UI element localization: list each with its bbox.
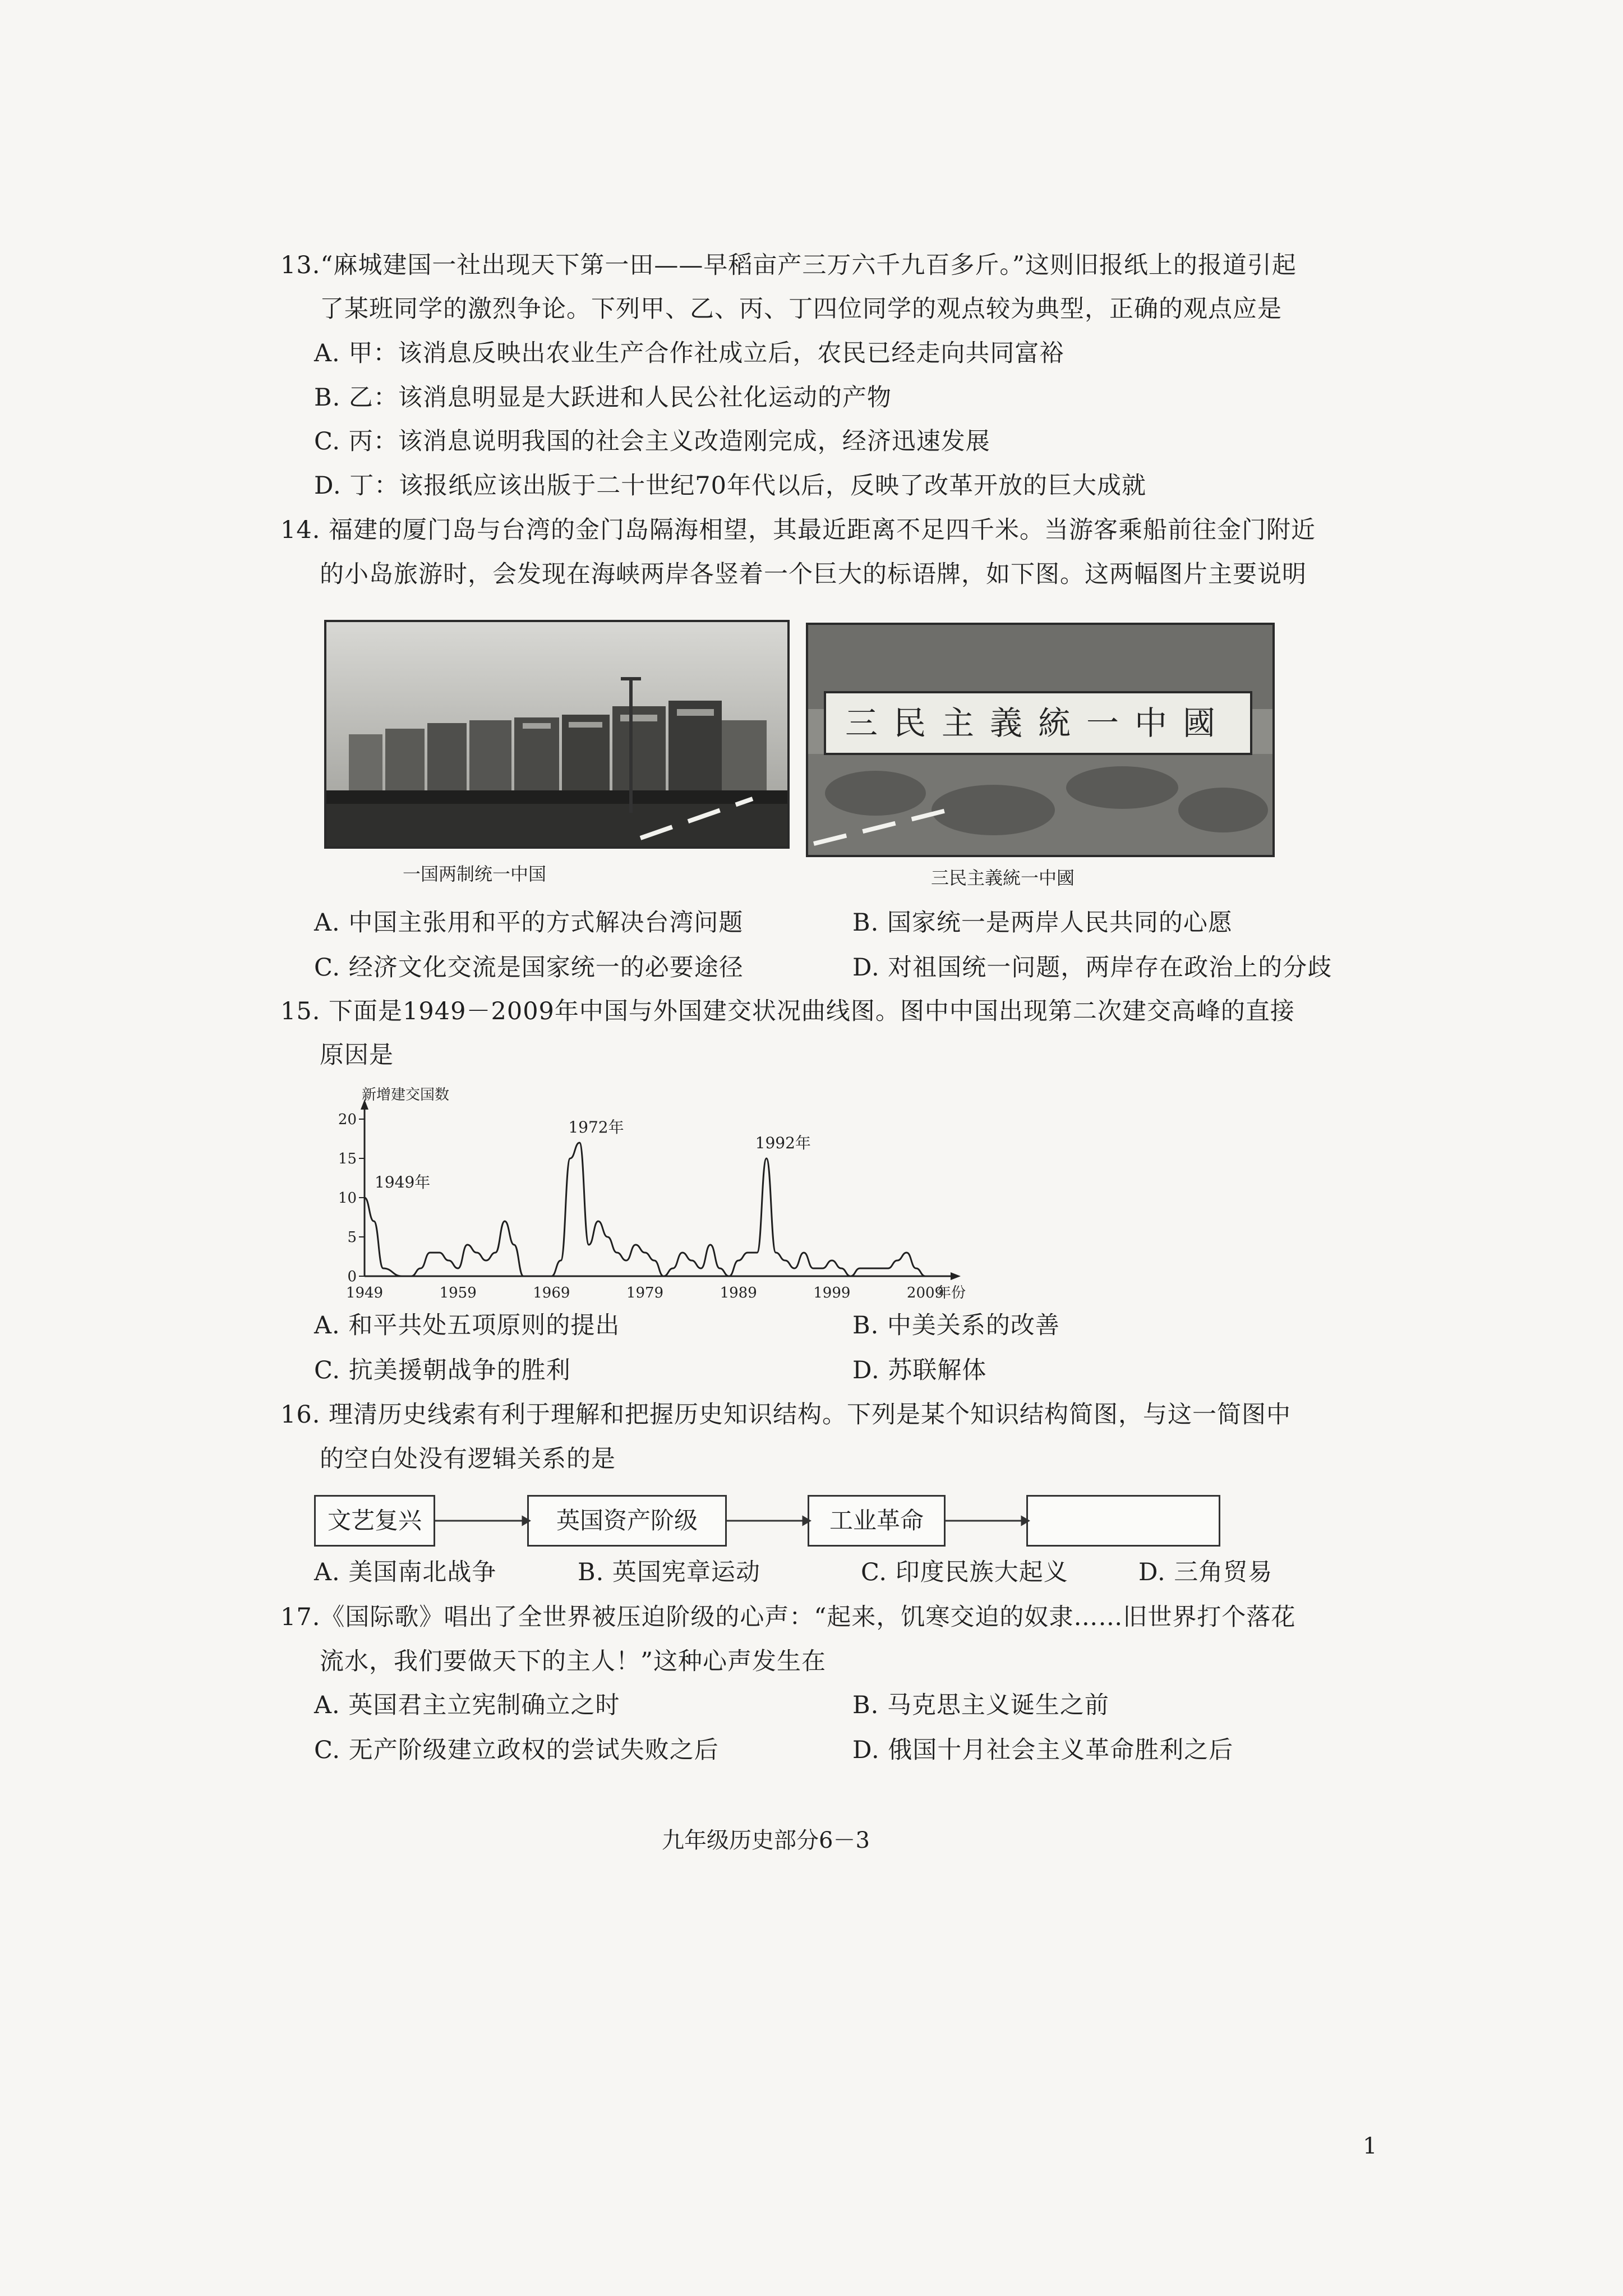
q17-option-a: A. 英国君主立宪制确立之时 xyxy=(314,1691,620,1719)
photo-xiamen-billboard xyxy=(324,620,790,849)
q17-stem-line1: 17.《国际歌》唱出了全世界被压迫阶级的心声：“起来，饥寒交迫的奴隶……旧世界打个落花 xyxy=(280,1603,1296,1631)
y-tick-label: 20 xyxy=(338,1111,357,1128)
x-tick-label: 1999 xyxy=(813,1285,851,1301)
x-axis-arrow xyxy=(951,1272,961,1280)
q17-option-b: B. 马克思主义诞生之前 xyxy=(852,1691,1109,1719)
photo-kinmen-image xyxy=(808,625,1272,855)
chart-svg xyxy=(331,1083,1032,1307)
q14-stem-line1: 14. 福建的厦门岛与台湾的金门岛隔海相望，其最近距离不足四千米。当游客乘船前往金门附近 xyxy=(280,516,1316,544)
x-tick-label: 1949 xyxy=(345,1285,384,1301)
diplomatic-relations-chart xyxy=(331,1083,1032,1307)
q17-option-c: C. 无产阶级建立政权的尝试失败之后 xyxy=(314,1736,719,1764)
x-axis-label: 年份 xyxy=(937,1285,966,1301)
sign-slogan: 三民主義統一中國 xyxy=(845,704,1232,742)
q13-option-d: D. 丁：该报纸应该出版于二十世纪70年代以后，反映了改革开放的巨大成就 xyxy=(314,472,1146,500)
q16-option-c: C. 印度民族大起义 xyxy=(861,1558,1068,1586)
q16-option-d: D. 三角贸易 xyxy=(1138,1558,1273,1586)
x-tick-label: 1959 xyxy=(439,1285,477,1301)
q16-option-b: B. 英国宪章运动 xyxy=(578,1558,760,1586)
x-tick-label: 1989 xyxy=(720,1285,757,1301)
q14-option-d: D. 对祖国统一问题，两岸存在政治上的分歧 xyxy=(852,954,1332,982)
peak-annotation: 1992年 xyxy=(755,1134,811,1152)
q14-option-c: C. 经济文化交流是国家统一的必要途径 xyxy=(314,954,744,982)
flow-arrows xyxy=(314,1495,1228,1548)
peak-annotation: 1972年 xyxy=(568,1118,624,1137)
caption-left: 一国两制统一中国 xyxy=(403,863,547,885)
y-axis-label: 新增建交国数 xyxy=(362,1087,450,1103)
q15-option-c: C. 抗美援朝战争的胜利 xyxy=(314,1356,571,1384)
flow-box-english-bourgeois: 英国资产阶级 xyxy=(527,1495,727,1547)
q15-option-a: A. 和平共处五项原则的提出 xyxy=(314,1312,620,1340)
series-line xyxy=(365,1143,925,1276)
knowledge-flow-diagram xyxy=(314,1495,1228,1548)
q15-stem-line2: 原因是 xyxy=(320,1041,394,1069)
q17-stem-line2: 流水，我们要做天下的主人！”这种心声发生在 xyxy=(320,1648,826,1676)
q17-option-d: D. 俄国十月社会主义革命胜利之后 xyxy=(852,1736,1234,1764)
flow-box-industrial-revolution: 工业革命 xyxy=(808,1495,946,1547)
y-tick-label: 15 xyxy=(338,1151,357,1167)
q16-option-a: A. 美国南北战争 xyxy=(314,1558,497,1586)
x-tick-label: 1969 xyxy=(533,1285,570,1301)
x-tick-label: 1979 xyxy=(626,1285,664,1301)
photo-kinmen-billboard xyxy=(806,623,1275,857)
y-tick-label: 0 xyxy=(347,1268,357,1285)
q16-stem-line2: 的空白处没有逻辑关系的是 xyxy=(320,1445,616,1473)
q15-option-d: D. 苏联解体 xyxy=(852,1356,987,1384)
q13-stem-line2: 了某班同学的激烈争论。下列甲、乙、丙、丁四位同学的观点较为典型，正确的观点应是 xyxy=(320,295,1282,323)
q15-stem-line1: 15. 下面是1949－2009年中国与外国建交状况曲线图。图中中国出现第二次建交高峰的直接 xyxy=(280,997,1295,1025)
peak-annotation: 1949年 xyxy=(375,1173,431,1191)
photo-xiamen-image xyxy=(326,622,787,846)
q14-stem-line2: 的小岛旅游时，会发现在海峡两岸各竖着一个巨大的标语牌，如下图。这两幅图片主要说明 xyxy=(320,560,1307,588)
flow-box-renaissance: 文艺复兴 xyxy=(314,1495,435,1547)
page-number: 1 xyxy=(1363,2133,1377,2159)
y-tick-label: 10 xyxy=(338,1190,357,1207)
q13-option-c: C. 丙：该消息说明我国的社会主义改造刚完成，经济迅速发展 xyxy=(314,427,990,455)
q15-option-b: B. 中美关系的改善 xyxy=(852,1312,1060,1340)
q16-stem-line1: 16. 理清历史线索有利于理解和把握历史知识结构。下列是某个知识结构简图，与这一简图中 xyxy=(280,1401,1292,1429)
q13-stem-line1: 13.“麻城建国一社出现天下第一田——早稻亩产三万六千九百多斤。”这则旧报纸上的报道引起 xyxy=(280,251,1297,279)
x-tick-label: 2009 xyxy=(906,1285,944,1301)
y-tick-label: 5 xyxy=(347,1229,357,1246)
q13-option-b: B. 乙：该消息明显是大跃进和人民公社化运动的产物 xyxy=(314,384,892,412)
q13-option-a: A. 甲：该消息反映出农业生产合作社成立后，农民已经走向共同富裕 xyxy=(314,339,1064,367)
q14-option-b: B. 国家统一是两岸人民共同的心愿 xyxy=(852,909,1233,937)
page-footer: 九年级历史部分6－3 xyxy=(662,1828,870,1853)
caption-right: 三民主義統一中國 xyxy=(931,867,1075,889)
q14-option-a: A. 中国主张用和平的方式解决台湾问题 xyxy=(314,909,744,937)
